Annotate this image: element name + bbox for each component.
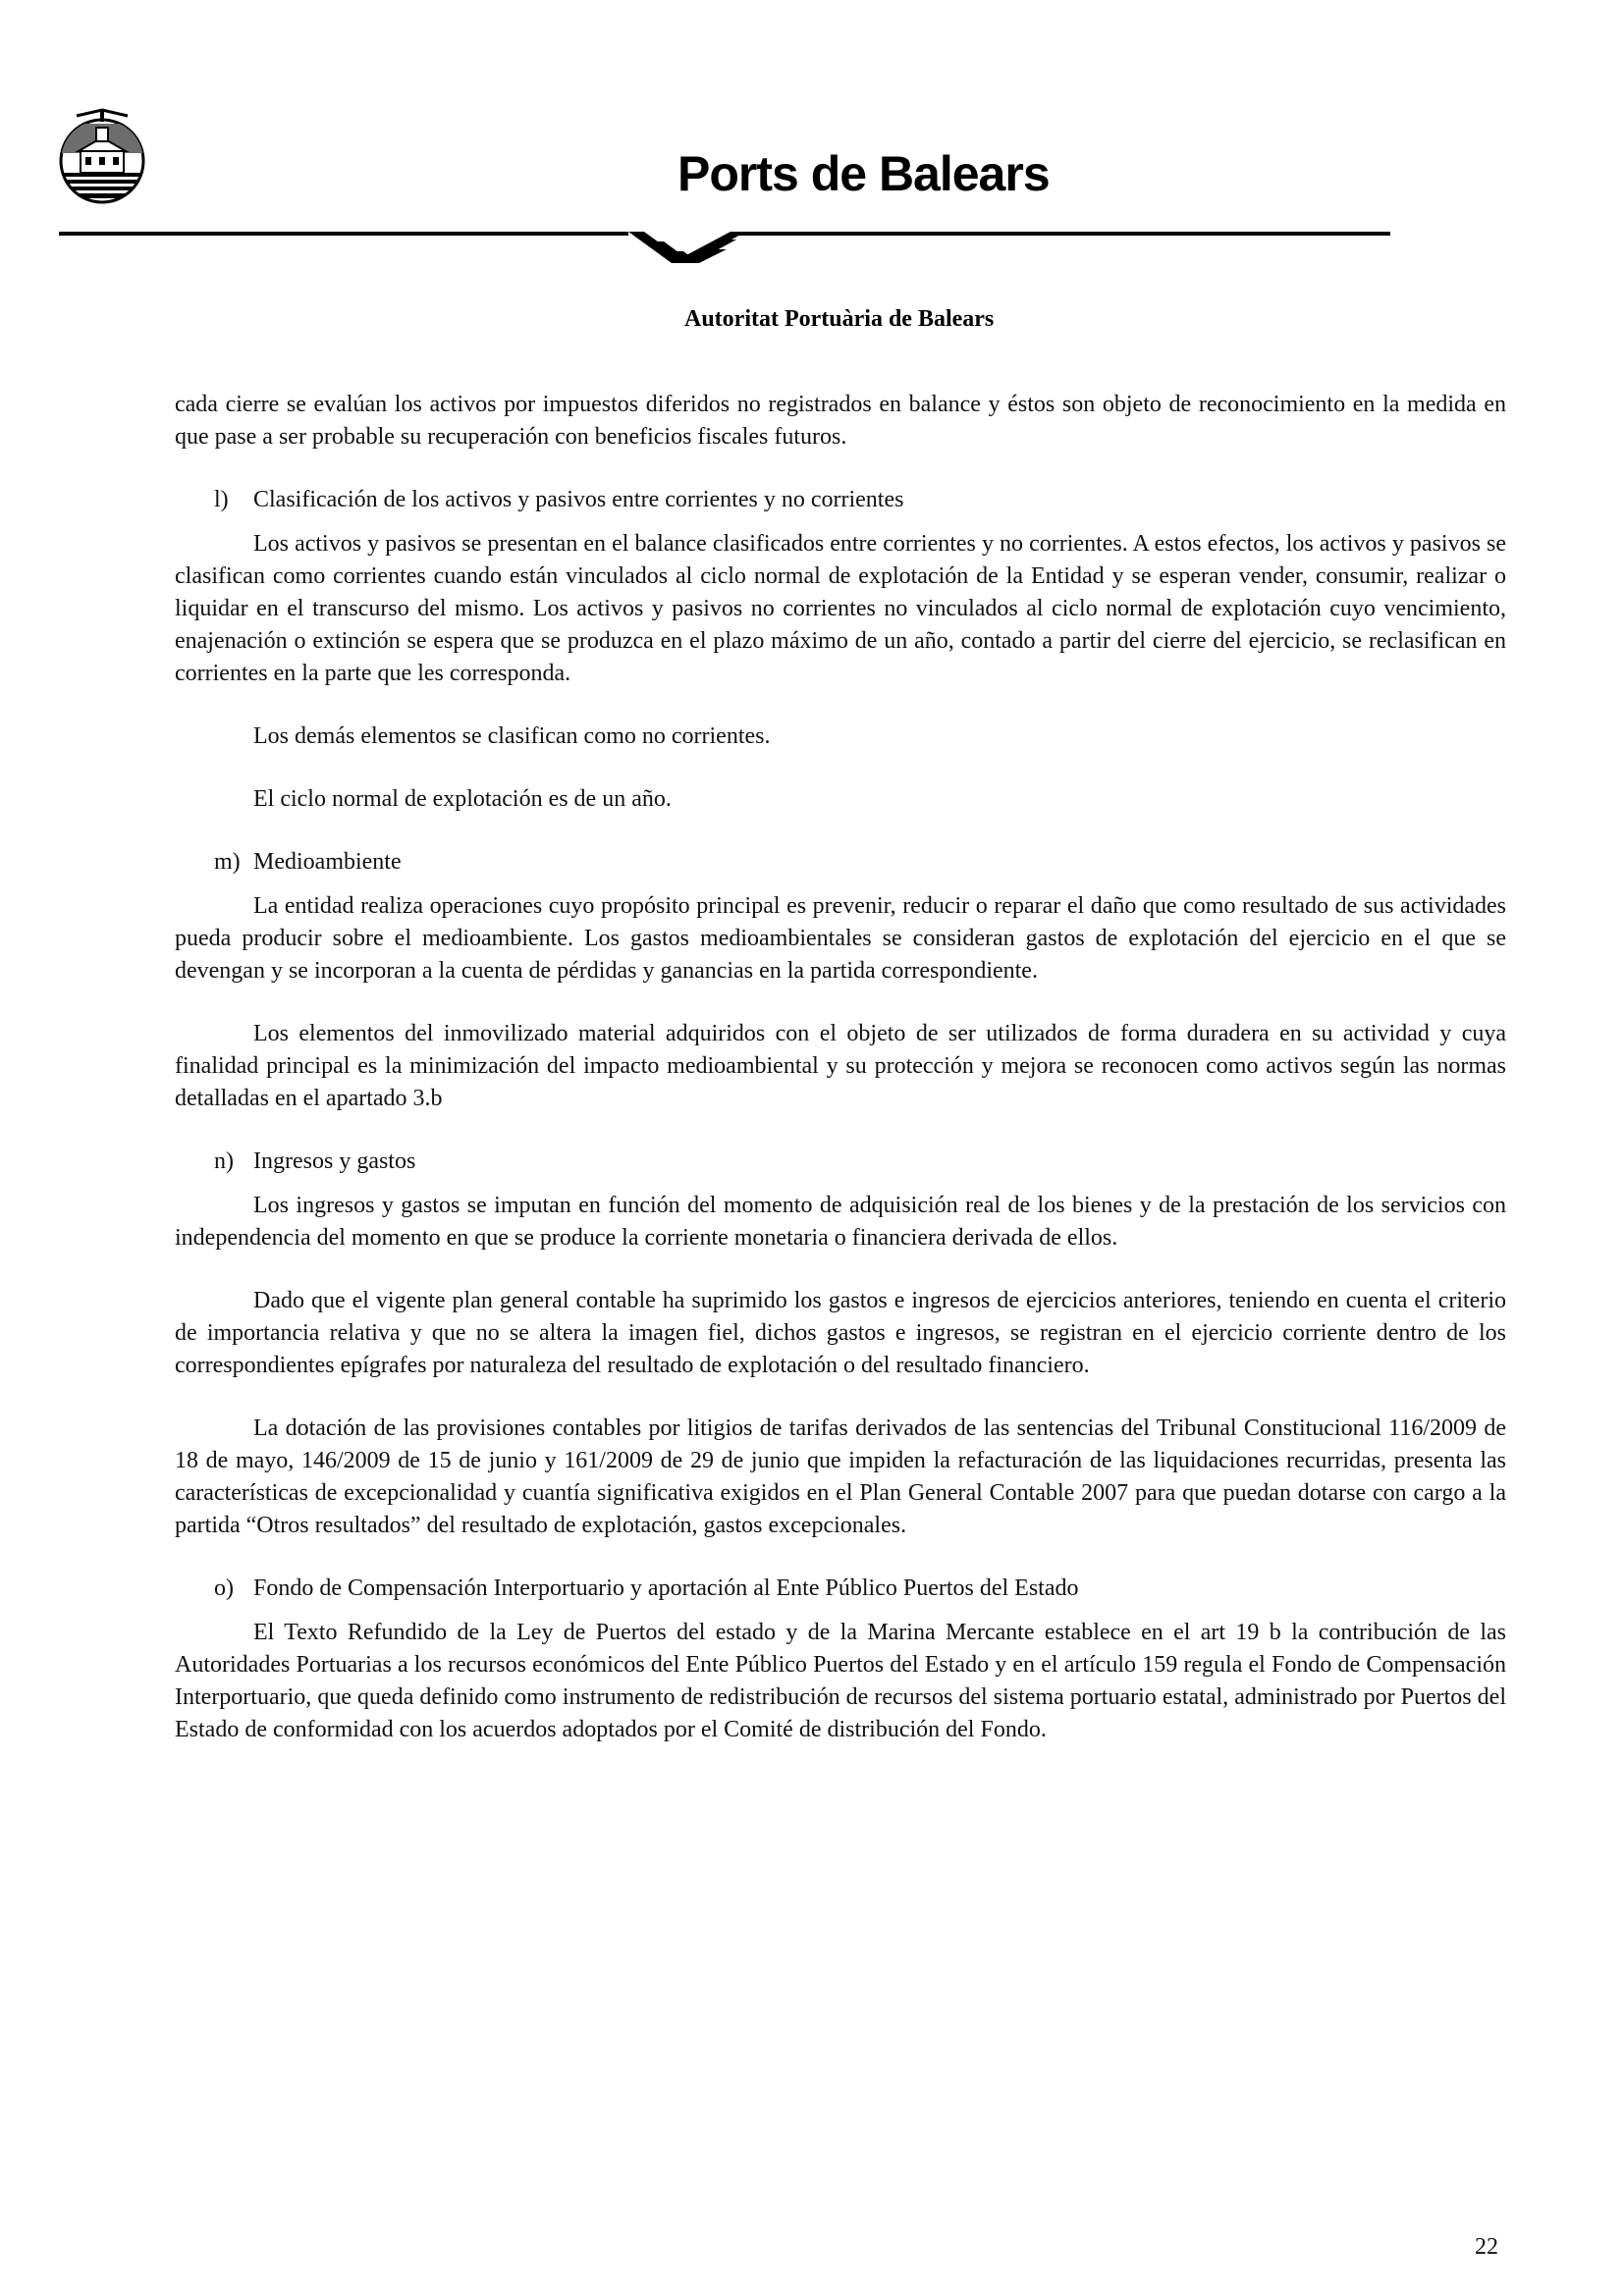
intro-paragraph: cada cierre se evalúan los activos por impuestos diferidos no registrados en balance y éstos son objeto de reconocimiento en la medida en que pase a ser probable su recuperación con beneficios fiscales futuros.	[175, 392, 1506, 450]
section-l-marker: l)	[214, 487, 229, 512]
section-l-heading	[175, 484, 1506, 516]
section-o-paragraph-1: El Texto Refundido de la Ley de Puertos del estado y de la Marina Mercante establece en el art 19 b la contribución de las Autoridades Portuarias a los recursos económicos del Ente Público Puertos del Estado y en el artículo 159 regula el Fondo de Compensación Interportuario, que queda definido como instrumento de redistribución de recursos del sistema portuario estatal, administrado por Puertos del Estado de conformidad con los acuerdos adoptados por el Comité de distribución del Fondo.	[175, 1620, 1506, 1742]
section-n-paragraph-3: La dotación de las provisiones contables por litigios de tarifas derivados de las sentencias del Tribunal Constitucional 116/2009 de 18 de mayo, 146/2009 de 15 de junio y 161/2009 de 29 de junio que impiden la refacturación de las liquidaciones recurridas, presenta las características de excepcionalidad y cuantía significativa exigidos en el Plan General Contable 2007 para que puedan dotarse con cargo a la partida “Otros resultados” del resultado de explotación, gastos excepcionales.	[175, 1415, 1506, 1538]
section-m-paragraph-1: La entidad realiza operaciones cuyo propósito principal es prevenir, reducir o reparar el daño que como resultado de sus actividades pueda producir sobre el medioambiente. Los gastos medioambientales se consideran gastos de explotación del ejercicio en el que se devengan y se incorporan a la cuenta de pérdidas y ganancias en la partida correspondiente.	[175, 893, 1506, 984]
section-n-paragraph-2: Dado que el vigente plan general contable ha suprimido los gastos e ingresos de ejercicios anteriores, teniendo en cuenta el criterio de importancia relativa y que no se altera la imagen fiel, dichos gastos e ingresos, se registran en el ejercicio corriente dentro de los correspondientes epígrafes por naturaleza del resultado de explotación o del resultado financiero.	[175, 1288, 1506, 1378]
section-n-marker: n)	[214, 1148, 234, 1174]
section-n-paragraph-1: Los ingresos y gastos se imputan en función del momento de adquisición real de los bienes y de la prestación de los servicios con independencia del momento en que se produce la corriente monetaria o financiera derivada de ellos.	[175, 1193, 1506, 1251]
lighthouse-emblem-icon	[57, 108, 155, 206]
section-l-paragraph-2: Los demás elementos se clasifican como no corrientes.	[253, 723, 771, 749]
section-l-paragraph-3: El ciclo normal de explotación es de un año.	[253, 786, 672, 812]
document-body	[175, 389, 1506, 1746]
section-o-title: Fondo de Compensación Interportuario y aportación al Ente Público Puertos del Estado	[253, 1575, 1079, 1601]
section-l-title: Clasificación de los activos y pasivos entre corrientes y no corrientes	[253, 487, 904, 512]
section-n-heading	[175, 1146, 1506, 1178]
section-n-title: Ingresos y gastos	[253, 1148, 416, 1174]
header-rule-emblem	[59, 224, 1390, 279]
section-m-paragraph-2: Los elementos del inmovilizado material adquiridos con el objeto de ser utilizados de forma duradera en su actividad y cuya finalidad principal es la minimización del impacto medioambiental y su protección y mejora se reconocen como activos según las normas detalladas en el apartado 3.b	[175, 1021, 1506, 1111]
section-m-marker: m)	[214, 849, 241, 875]
section-l-paragraph-1: Los activos y pasivos se presentan en el balance clasificados entre corrientes y no corrientes. A estos efectos, los activos y pasivos se clasifican como corrientes cuando están vinculados al ciclo normal de explotación de la Entidad y se esperan vender, consumir, realizar o liquidar en el transcurso del mismo. Los activos y pasivos no corrientes no vinculados al ciclo normal de explotación cuyo vencimiento, enajenación o extinción se espera que se produzca en el plazo máximo de un año, contado a partir del cierre del ejercicio, se reclasifican en corrientes en la parte que les corresponda.	[175, 531, 1506, 686]
section-o-heading	[175, 1573, 1506, 1605]
section-m-heading	[175, 846, 1506, 879]
brand-subtitle: Autoritat Portuària de Balears	[684, 306, 995, 332]
section-o-marker: o)	[214, 1575, 234, 1601]
page-number: 22	[1475, 2234, 1498, 2260]
brand-title: Ports de Balears	[677, 146, 1050, 201]
section-m-title: Medioambiente	[253, 849, 402, 875]
